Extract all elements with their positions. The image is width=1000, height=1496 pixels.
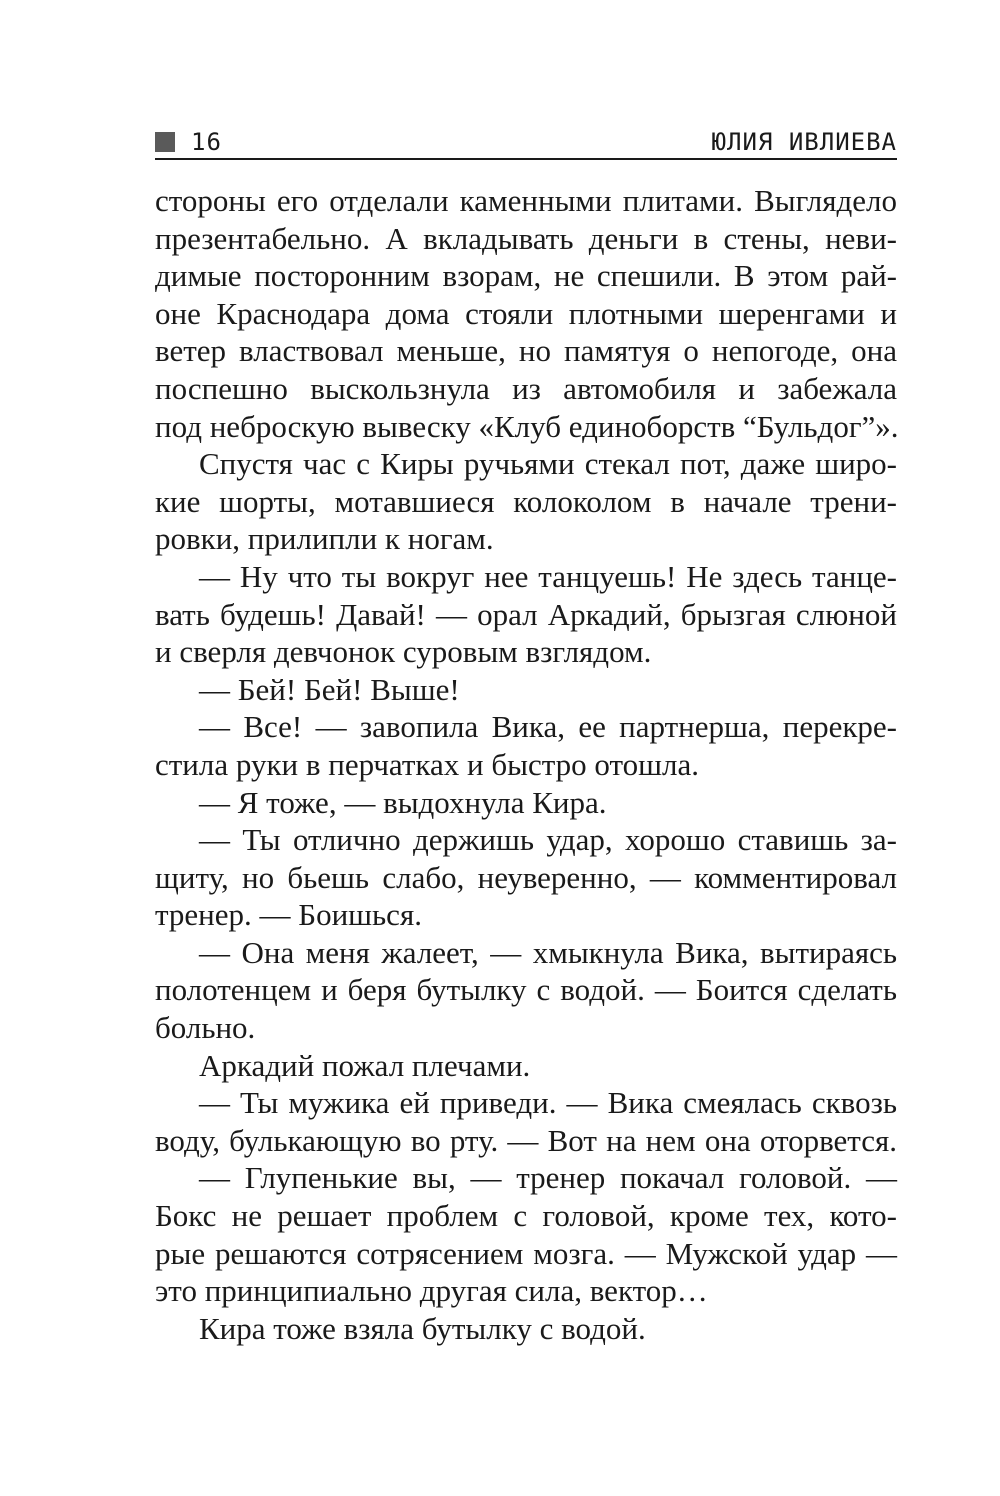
text-line: кие шорты, мотавшиеся колоколом в начале трени- <box>155 483 897 519</box>
text-line: Аркадий пожал плечами. <box>199 1047 531 1083</box>
text-line: — Ты мужика ей приведи. — Вика смеялась сквозь <box>199 1085 897 1121</box>
text-line: полотенцем и беря бутылку с водой. — Боится сделать <box>155 972 897 1008</box>
text-line: больно. <box>155 1010 256 1046</box>
text-line: ветер властвовал меньше, но памятуя о непогоде, она <box>155 333 897 369</box>
text-line: тренер. — Боишься. <box>155 897 422 933</box>
text-line: это принципиально другая сила, вектор… <box>155 1273 708 1309</box>
page-number: 16 <box>191 128 222 156</box>
text-line: Кира тоже взяла бутылку с водой. <box>199 1310 646 1346</box>
text-line: Спустя час с Киры ручьями стекал пот, даже широ- <box>199 446 897 482</box>
text-line: под неброскую вывеску «Клуб единоборств “Бульдог”». <box>155 408 899 444</box>
text-line: стороны его отделали каменными плитами. Выглядело <box>155 183 897 218</box>
text-line: вать будешь! Давай! — орал Аркадий, брызгая слюной <box>155 596 897 632</box>
text-line: рые решаются сотрясением мозга. — Мужской удар — <box>155 1235 897 1271</box>
running-head-author: ЮЛИЯ ИВЛИЕВА <box>711 128 897 156</box>
text-line: стила руки в перчатках и быстро отошла. <box>155 746 699 782</box>
text-line: — Я тоже, — выдохнула Кира. <box>199 784 607 820</box>
text-line: — Бей! Бей! Выше! <box>199 671 460 707</box>
text-line: воду, булькающую во рту. — Вот на нем она оторвется. <box>155 1122 897 1158</box>
text-line: щиту, но бьешь слабо, неуверенно, — комментировал <box>155 859 897 895</box>
text-line: — Она меня жалеет, — хмыкнула Вика, вытираясь <box>199 934 897 970</box>
text-line: — Глупенькие вы, — тренер покачал головой. — <box>199 1160 897 1196</box>
text-line: оне Краснодара дома стояли плотными шеренгами и <box>155 295 897 331</box>
text-line: — Ну что ты вокруг нее танцуешь! Не здесь танце- <box>199 558 897 594</box>
text-line: поспешно выскользнула из автомобиля и забежала <box>155 370 897 406</box>
page-header <box>155 128 897 160</box>
text-line: и сверля девчонок суровым взглядом. <box>155 634 652 670</box>
body-text <box>155 182 897 1347</box>
text-line: — Все! — завопила Вика, ее партнерша, перекре- <box>199 709 897 745</box>
text-line: димые посторонним взорам, не спешили. В этом рай- <box>155 258 897 294</box>
text-line: Бокс не решает проблем с головой, кроме тех, кото- <box>155 1198 897 1234</box>
header-square-mark <box>155 132 175 152</box>
text-line: ровки, прилипли к ногам. <box>155 521 494 557</box>
text-line: — Ты отлично держишь удар, хорошо ставишь за- <box>199 822 897 858</box>
text-line: презентабельно. А вкладывать деньги в стены, неви- <box>155 220 897 256</box>
